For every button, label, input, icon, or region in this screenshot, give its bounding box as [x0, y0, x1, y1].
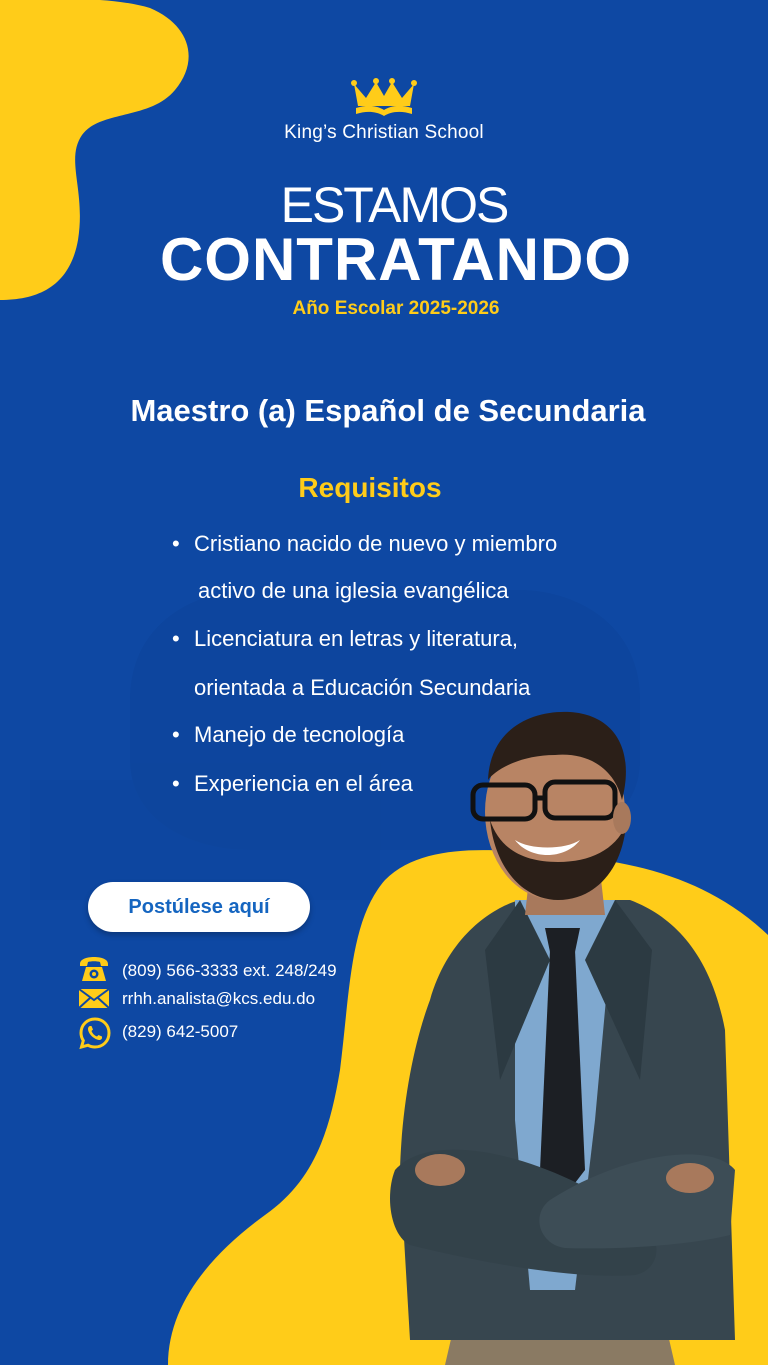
requirements-title: Requisitos: [298, 472, 442, 503]
requirement-text: orientada a Educación Secundaria: [194, 675, 531, 700]
bullet-icon: •: [172, 771, 180, 796]
school-name: King’s Christian School: [284, 122, 484, 143]
bullet-icon: •: [172, 531, 180, 556]
email-address: rrhh.analista@kcs.edu.do: [122, 989, 316, 1008]
whatsapp-icon: [78, 1016, 112, 1050]
phone-number: (809) 566-3333 ext. 248/249: [122, 961, 337, 980]
bullet-icon: •: [172, 626, 180, 651]
requirement-text: Cristiano nacido de nuevo y miembro: [194, 531, 558, 556]
apply-button[interactable]: Postúlese aquí: [88, 882, 310, 932]
requirement-text: Experiencia en el área: [194, 771, 413, 796]
requirement-text: Manejo de tecnología: [194, 722, 405, 747]
headline-contratando: CONTRATANDO: [159, 226, 633, 293]
school-year: Año Escolar 2025-2026: [292, 298, 500, 319]
requirement-text: activo de una iglesia evangélica: [198, 578, 509, 603]
whatsapp-number: (829) 642-5007: [122, 1022, 239, 1041]
bullet-icon: •: [172, 722, 180, 747]
school-logo: [0, 78, 768, 144]
envelope-icon: [78, 986, 110, 1010]
requirement-text: Licenciatura en letras y literatura,: [194, 626, 519, 651]
teacher-photo: [390, 700, 760, 1365]
job-title: Maestro (a) Español de Secundaria: [130, 393, 646, 428]
crown-book-icon: [350, 78, 418, 118]
phone-icon: [78, 955, 110, 983]
headline-estamos: ESTAMOS: [280, 177, 508, 233]
